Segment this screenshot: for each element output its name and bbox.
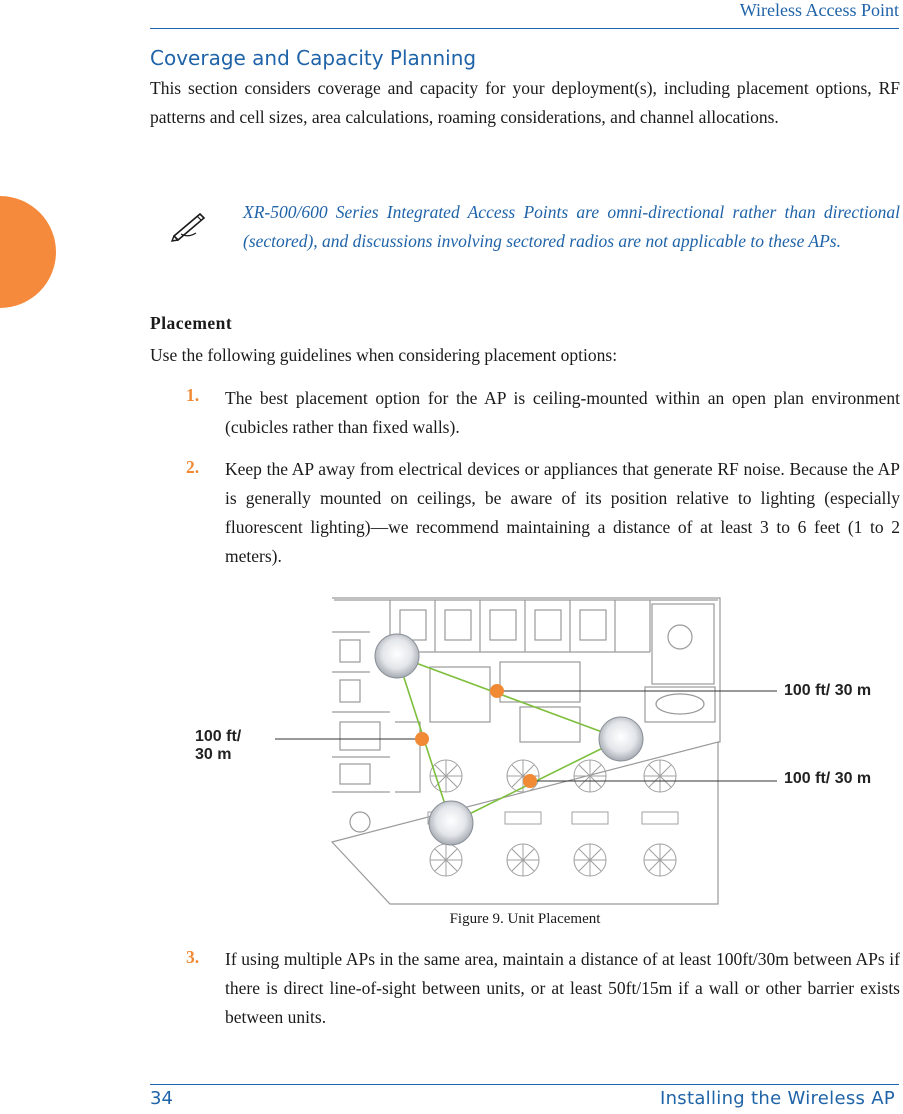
list-item-number: 2.	[186, 457, 200, 477]
list-item-text: Keep the AP away from electrical devices or appliances that generate RF noise. Because the AP is generally mounted on ceilings, be aware of its position relative to lighting (especially fluorescent lighting)—we recommend maintaining a distance of at least 3 to 6 feet (1 to 2 meters).	[225, 459, 900, 566]
section-intro: This section considers coverage and capacity for your deployment(s), including placement options, RF patterns and cell sizes, area calculations, roaming considerations, and channel allocations.	[150, 78, 900, 127]
distance-label-left-line2: 30 m	[195, 746, 232, 763]
distance-label-right-top: 100 ft/ 30 m	[784, 682, 872, 699]
pencil-note-icon	[170, 206, 210, 242]
figure-caption: Figure 9. Unit Placement	[449, 911, 601, 927]
footer-rule	[150, 1084, 899, 1085]
access-point-1	[375, 634, 419, 678]
unit-placement-figure	[190, 592, 902, 912]
distance-label-right-bottom: 100 ft/ 30 m	[784, 770, 872, 787]
running-footer-title: Installing the Wireless AP	[659, 1088, 895, 1109]
distance-marker	[523, 774, 537, 788]
section-title: Coverage and Capacity Planning	[150, 46, 477, 70]
list-item-text: The best placement option for the AP is ceiling-mounted within an open plan environment (cubicles rather than fixed walls).	[225, 388, 900, 437]
page-number: 34	[150, 1088, 173, 1109]
placement-heading: Placement	[150, 313, 233, 333]
chapter-tab-marker	[0, 196, 56, 308]
note-text: XR-500/600 Series Integrated Access Points are omni-directional rather than directional (sectored), and discussions involving sectored radios are not applicable to these APs.	[243, 202, 900, 251]
distance-label-left	[195, 728, 241, 764]
list-item-number: 3.	[186, 947, 200, 967]
header-rule	[150, 28, 899, 29]
distance-marker	[415, 732, 429, 746]
placement-lead: Use the following guidelines when considering placement options:	[150, 345, 618, 365]
distance-label-left-line1: 100 ft/	[195, 728, 242, 745]
list-item-number: 1.	[186, 385, 200, 405]
list-item-text: If using multiple APs in the same area, maintain a distance of at least 100ft/30m between APs if there is direct line-of-sight between units, or at least 50ft/15m if a wall or other barrier exists between units.	[225, 949, 900, 1027]
access-point-2	[599, 717, 643, 761]
floor-plan-drawing	[190, 592, 902, 912]
distance-marker	[490, 684, 504, 698]
running-header-title: Wireless Access Point	[739, 0, 899, 20]
access-point-3	[429, 801, 473, 845]
